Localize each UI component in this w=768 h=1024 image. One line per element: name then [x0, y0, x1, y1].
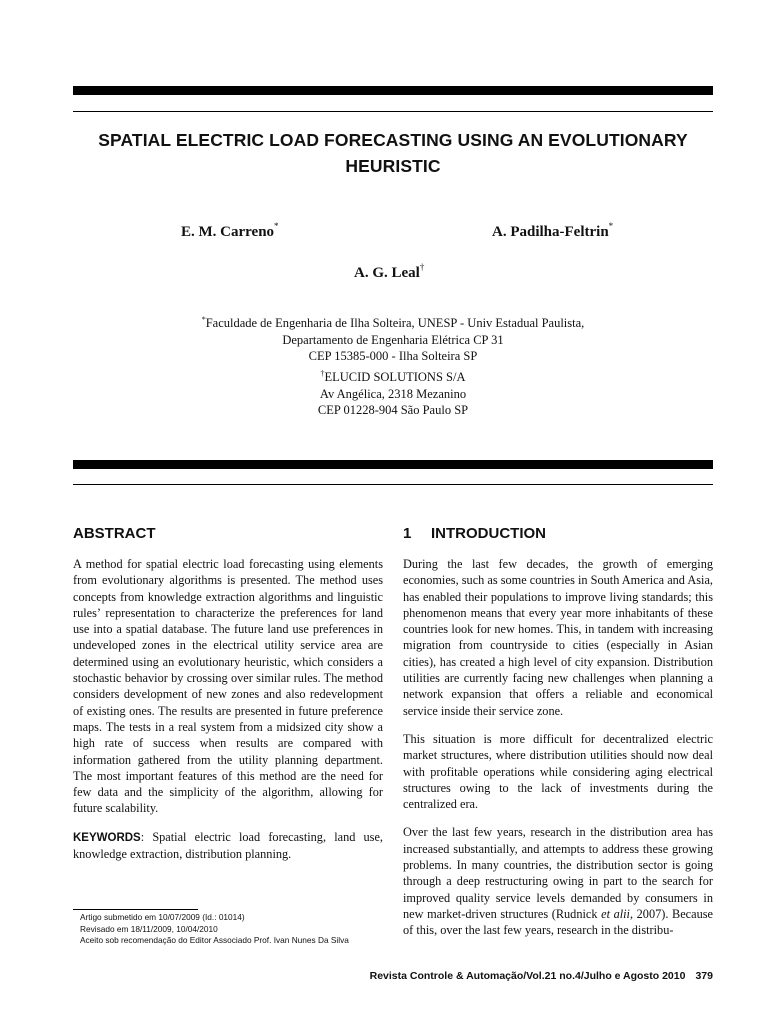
- intro-paragraph-3-start: Over the last few years, research in the distribution area has increased substantially, and attempts to address these growing problems. In many countries, the distribution sector is going through a deep restructuring owing in part to the search for improved quality service levels demanded by consumers in new market-driven structures (Rudnick: [403, 825, 713, 921]
- author-3: [354, 263, 424, 282]
- keywords-label: KEYWORDS: [73, 831, 141, 844]
- footnote-revised: Revisado em 18/11/2009, 10/04/2010: [80, 923, 218, 934]
- middle-thin-rule: [73, 484, 713, 485]
- author-3-name: A. G. Leal: [354, 265, 420, 281]
- affiliation-1-line2: Departamento de Engenharia Elétrica CP 31: [282, 332, 504, 347]
- intro-paragraph-1: During the last few decades, the growth of emerging economies, such as some countries in South America and Asia, has enabled their populations to improve living standards; this phenomenon means that every year more inhabitants of these countries look for new homes. This, in tandem with increasing migration from countryside to cities (especially in Asian cities), has created a high level of city expansion. Distribution utilities are currently facing new challenges when planning a network expansion that offers a reliable and economical service inside their service zone.: [403, 557, 713, 718]
- author-1: [181, 222, 279, 241]
- page-footer: [370, 970, 713, 982]
- paper-title: SPATIAL ELECTRIC LOAD FORECASTING USING AN EVOLUTIONARY HEURISTIC: [98, 130, 688, 176]
- introduction-number: 1: [403, 525, 412, 542]
- affiliation-2-line1: ELUCID SOLUTIONS S/A: [324, 370, 466, 385]
- keywords-paragraph: [73, 829, 383, 863]
- abstract-column: [73, 556, 383, 862]
- introduction-column: [403, 556, 713, 939]
- affiliation-1-line3: CEP 15385-000 - Ilha Solteira SP: [308, 349, 478, 364]
- affiliation-1-mark: *: [201, 315, 206, 324]
- affiliation-1-line1: Faculdade de Engenharia de Ilha Solteira, UNESP - Univ Estadual Paulista,: [205, 316, 585, 331]
- author-3-mark: †: [419, 262, 425, 272]
- footnote-submitted: Artigo submetido em 10/07/2009 (Id.: 01014): [80, 912, 245, 922]
- affiliation-1: [73, 312, 713, 365]
- page-number: 379: [695, 970, 713, 982]
- affiliation-2: [73, 366, 713, 419]
- footnotes: [80, 912, 390, 947]
- top-thin-rule: [73, 111, 713, 112]
- intro-paragraph-3: [403, 824, 713, 938]
- footnote-rule: [73, 909, 198, 910]
- author-2-mark: *: [608, 221, 614, 231]
- introduction-heading-text: INTRODUCTION: [431, 525, 546, 542]
- journal-name: Revista Controle & Automação/Vol.21 no.4/Julho e Agosto 2010: [369, 970, 686, 982]
- intro-paragraph-3-end: , 2007). Because of this, over the last few years, research in the distribu-: [403, 906, 713, 938]
- author-2: [492, 222, 613, 241]
- author-1-name: E. M. Carreno: [181, 224, 275, 240]
- keywords-text: : Spatial electric load forecasting, land use, knowledge extraction, distribution planning.: [73, 829, 383, 862]
- abstract-text: A method for spatial electric load forecasting using elements from evolutionary algorithms is presented. The method uses concepts from knowledge extraction algorithms and linguistic rules’ representation to characterize the preferences for land use into a spatial database. The future land use preferences in undeveloped zones in the electrical utility service area are determined using an evolutionary heuristic, which considers a stochastic behavior by crossing over similar rules. The method considers development of new zones and also redevelopment of existing ones. The results are presented in future preference maps. The tests in a real system from a midsized city show a high rate of success when results are compared with information gathered from the utility planning department. The most important features of this method are the need for few data and the simplicity of the algorithm, allowing for future scalability.: [73, 557, 383, 816]
- middle-thick-rule: [73, 460, 713, 469]
- affiliation-2-line2: Av Angélica, 2318 Mezanino: [319, 386, 467, 401]
- intro-citation-italic: et alii: [601, 906, 630, 921]
- abstract-heading: ABSTRACT: [73, 525, 156, 542]
- affiliation-2-line3: CEP 01228-904 São Paulo SP: [317, 403, 469, 418]
- author-2-name: A. Padilha-Feltrin: [492, 224, 609, 240]
- footnote-accepted: Aceito sob recomendação do Editor Associado Prof. Ivan Nunes Da Silva: [80, 935, 349, 945]
- affiliation-2-mark: †: [320, 369, 325, 378]
- introduction-heading: [403, 525, 546, 542]
- author-1-mark: *: [274, 221, 279, 231]
- intro-paragraph-2: This situation is more difficult for decentralized electric market structures, where distribution utilities should now deal with profitable operations while considering aging electrical structures owing to the lack of investments during the centralized era.: [403, 731, 713, 812]
- top-thick-rule: [73, 86, 713, 95]
